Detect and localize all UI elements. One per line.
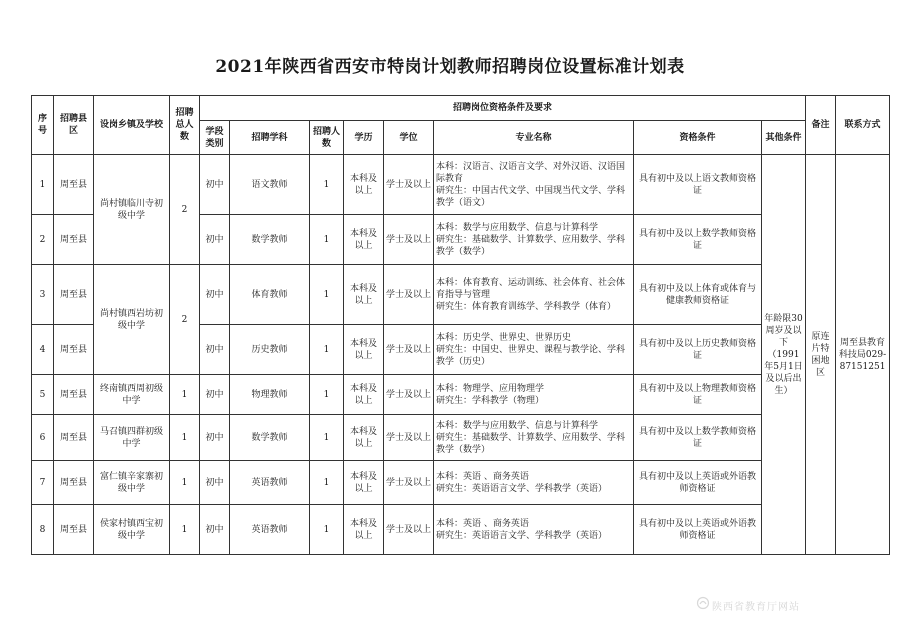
- edu-cell: 本科及以上: [344, 325, 384, 375]
- header-other: 其他条件: [762, 121, 806, 155]
- major-undergrad: 本科：英语 、商务英语: [436, 471, 529, 482]
- degree-cell: 学士及以上: [384, 461, 434, 505]
- header-edu: 学历: [344, 121, 384, 155]
- degree-cell: 学士及以上: [384, 505, 434, 555]
- major-undergrad: 本科：汉语言、汉语言文学、对外汉语、汉语国际教育: [436, 161, 626, 184]
- seq-cell: 2: [32, 215, 54, 265]
- total-cell: 2: [170, 155, 200, 265]
- county-cell: 周至县: [54, 415, 94, 461]
- degree-cell: 学士及以上: [384, 215, 434, 265]
- major-grad: 研究生：基础数学、计算数学、应用数学、学科教学（数学）: [436, 432, 626, 455]
- count-cell: 1: [310, 265, 344, 325]
- major-undergrad: 本科：英语 、商务英语: [436, 518, 529, 529]
- county-cell: 周至县: [54, 265, 94, 325]
- subject-cell: 数学教师: [230, 215, 310, 265]
- header-count: 招聘人数: [310, 121, 344, 155]
- stage-cell: 初中: [200, 461, 230, 505]
- school-cell: 富仁镇辛家寨初级中学: [94, 461, 170, 505]
- contact-cell: 周至县教育科技局029-87151251: [836, 155, 890, 555]
- stage-cell: 初中: [200, 155, 230, 215]
- table-row: [32, 461, 890, 505]
- total-cell: 1: [170, 505, 200, 555]
- count-cell: 1: [310, 215, 344, 265]
- seq-cell: 7: [32, 461, 54, 505]
- major-grad: 研究生：基础数学、计算数学、应用数学、学科教学（数学）: [436, 234, 626, 257]
- school-cell: 终南镇西周初级中学: [94, 375, 170, 415]
- major-undergrad: 本科：物理学、应用物理学: [436, 383, 545, 394]
- major-cell: [434, 415, 634, 461]
- county-cell: 周至县: [54, 505, 94, 555]
- qual-cell: 具有初中及以上数学教师资格证: [634, 415, 762, 461]
- edu-cell: 本科及以上: [344, 415, 384, 461]
- header-total: 招聘总人数: [170, 96, 200, 155]
- major-undergrad: 本科：数学与应用数学、信息与计算科学: [436, 222, 599, 233]
- remark-cell: 原连片特困地区: [806, 155, 836, 555]
- major-cell: [434, 155, 634, 215]
- subject-cell: 英语教师: [230, 461, 310, 505]
- major-undergrad: 本科：体育教育、运动训练、社会体育、社会体育指导与管理: [436, 277, 626, 300]
- major-cell: [434, 215, 634, 265]
- school-cell: 马召镇四群初级中学: [94, 415, 170, 461]
- count-cell: 1: [310, 461, 344, 505]
- document-title: 2021年陕西省西安市特岗计划教师招聘岗位设置标准计划表: [215, 57, 685, 77]
- degree-cell: 学士及以上: [384, 375, 434, 415]
- subject-cell: 历史教师: [230, 325, 310, 375]
- major-grad: 研究生：中国古代文学、中国现当代文学、学科教学（语文）: [436, 185, 626, 208]
- table-row: [32, 505, 890, 555]
- seq-cell: 1: [32, 155, 54, 215]
- header-subject: 招聘学科: [230, 121, 310, 155]
- total-cell: 1: [170, 415, 200, 461]
- header-stage: 学段类别: [200, 121, 230, 155]
- header-degree: 学位: [384, 121, 434, 155]
- county-cell: 周至县: [54, 375, 94, 415]
- other-cell: 年龄限30周岁及以下（1991年5月1日及以后出生）: [762, 155, 806, 555]
- header-remark: 备注: [806, 96, 836, 155]
- county-cell: 周至县: [54, 461, 94, 505]
- county-cell: 周至县: [54, 155, 94, 215]
- degree-cell: 学士及以上: [384, 415, 434, 461]
- edu-cell: 本科及以上: [344, 461, 384, 505]
- seq-cell: 3: [32, 265, 54, 325]
- seq-cell: 6: [32, 415, 54, 461]
- qual-cell: 具有初中及以上物理教师资格证: [634, 375, 762, 415]
- table-row: [32, 265, 890, 325]
- major-cell: [434, 265, 634, 325]
- qual-cell: 具有初中及以上英语或外语教师资格证: [634, 505, 762, 555]
- county-cell: 周至县: [54, 215, 94, 265]
- stage-cell: 初中: [200, 325, 230, 375]
- header-contact: 联系方式: [836, 96, 890, 155]
- major-undergrad: 本科：历史学、世界史、世界历史: [436, 332, 572, 343]
- total-cell: 1: [170, 375, 200, 415]
- school-cell: 尚村镇西岩坊初级中学: [94, 265, 170, 375]
- county-cell: 周至县: [54, 325, 94, 375]
- major-cell: [434, 375, 634, 415]
- header-group: 招聘岗位资格条件及要求: [200, 96, 806, 121]
- subject-cell: 数学教师: [230, 415, 310, 461]
- subject-cell: 体育教师: [230, 265, 310, 325]
- count-cell: 1: [310, 415, 344, 461]
- stage-cell: 初中: [200, 415, 230, 461]
- header-major: 专业名称: [434, 121, 634, 155]
- seq-cell: 8: [32, 505, 54, 555]
- table-row: [32, 155, 890, 215]
- major-cell: [434, 461, 634, 505]
- stage-cell: 初中: [200, 215, 230, 265]
- watermark: 陕西省教育厅网站: [712, 602, 800, 613]
- watermark-logo-icon: [696, 596, 710, 610]
- count-cell: 1: [310, 375, 344, 415]
- header-county: 招聘县区: [54, 96, 94, 155]
- total-cell: 1: [170, 461, 200, 505]
- edu-cell: 本科及以上: [344, 155, 384, 215]
- seq-cell: 4: [32, 325, 54, 375]
- major-cell: [434, 505, 634, 555]
- edu-cell: 本科及以上: [344, 375, 384, 415]
- subject-cell: 英语教师: [230, 505, 310, 555]
- total-cell: 2: [170, 265, 200, 375]
- degree-cell: 学士及以上: [384, 265, 434, 325]
- subject-cell: 语文教师: [230, 155, 310, 215]
- seq-cell: 5: [32, 375, 54, 415]
- stage-cell: 初中: [200, 265, 230, 325]
- count-cell: 1: [310, 155, 344, 215]
- subject-cell: 物理教师: [230, 375, 310, 415]
- stage-cell: 初中: [200, 375, 230, 415]
- table-row: [32, 375, 890, 415]
- table-row: [32, 415, 890, 461]
- qual-cell: 具有初中及以上数学教师资格证: [634, 215, 762, 265]
- header-school: 设岗乡镇及学校: [94, 96, 170, 155]
- qual-cell: 具有初中及以上体育或体育与健康教师资格证: [634, 265, 762, 325]
- qual-cell: 具有初中及以上语文教师资格证: [634, 155, 762, 215]
- header-seq: 序号: [32, 96, 54, 155]
- count-cell: 1: [310, 505, 344, 555]
- major-grad: 研究生：学科教学（物理）: [436, 395, 545, 406]
- header-qual: 资格条件: [634, 121, 762, 155]
- qual-cell: 具有初中及以上历史教师资格证: [634, 325, 762, 375]
- major-undergrad: 本科：数学与应用数学、信息与计算科学: [436, 420, 599, 431]
- qual-cell: 具有初中及以上英语或外语教师资格证: [634, 461, 762, 505]
- recruitment-plan-table: [31, 95, 890, 555]
- edu-cell: 本科及以上: [344, 215, 384, 265]
- header-row-1: [32, 96, 890, 121]
- degree-cell: 学士及以上: [384, 155, 434, 215]
- major-grad: 研究生：英语语言文学、学科教学（英语）: [436, 483, 608, 494]
- major-grad: 研究生：英语语言文学、学科教学（英语）: [436, 530, 608, 541]
- count-cell: 1: [310, 325, 344, 375]
- major-grad: 研究生：中国史、世界史、课程与教学论、学科教学（历史）: [436, 344, 626, 367]
- edu-cell: 本科及以上: [344, 265, 384, 325]
- major-cell: [434, 325, 634, 375]
- school-cell: 尚村镇临川寺初级中学: [94, 155, 170, 265]
- degree-cell: 学士及以上: [384, 325, 434, 375]
- edu-cell: 本科及以上: [344, 505, 384, 555]
- major-grad: 研究生：体育教育训练学、学科教学（体育）: [436, 301, 617, 312]
- stage-cell: 初中: [200, 505, 230, 555]
- school-cell: 侯家村镇西宝初级中学: [94, 505, 170, 555]
